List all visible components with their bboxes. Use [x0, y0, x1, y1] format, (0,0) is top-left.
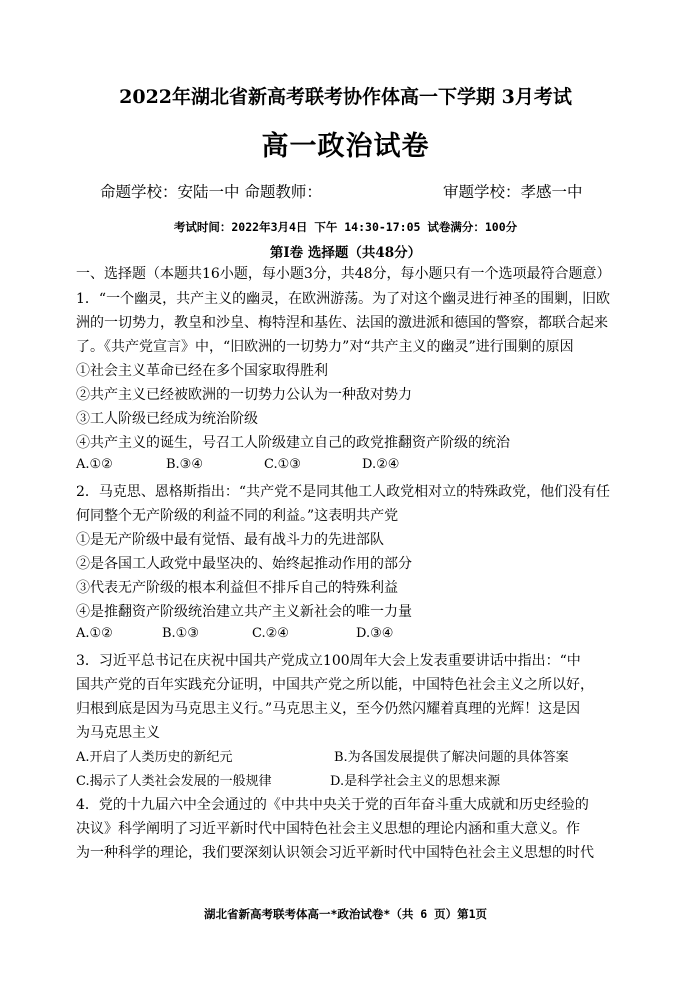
question-3-stem-line-3: 归根到底是因为马克思主义行。”马克思主义，至今仍然闪耀着真理的光辉！这是因: [76, 701, 581, 717]
question-1-option-a: A.①②: [76, 457, 113, 472]
question-3-option-d: D.是科学社会主义的思想来源: [330, 774, 501, 789]
question-1-option-c: C.①③: [264, 457, 301, 472]
question-1-item-3: ③工人阶级已经成为统治阶级: [76, 411, 258, 427]
question-2-item-1: ①是无产阶级中最有觉悟、最有战斗力的先进部队: [76, 532, 384, 548]
question-3-stem-line-2: 国共产党的百年实践充分证明，中国共产党之所以能，中国特色社会主义之所以好，: [76, 677, 594, 693]
question-1-stem-line-3: 了。《共产党宣言》中，“旧欧洲的一切势力”对“共产主义的幽灵”进行围剿的原因: [76, 339, 574, 355]
question-1-item-2: ②共产主义已经被欧洲的一切势力公认为一种敌对势力: [76, 387, 412, 403]
question-4-stem-line-2: 决议》科学阐明了习近平新时代中国特色社会主义思想的理论内涵和重大意义。作: [76, 821, 580, 837]
question-3-stem-line-4: 为马克思主义: [76, 725, 160, 741]
question-3-option-b: B.为各国发展提供了解决问题的具体答案: [334, 750, 569, 765]
question-2-stem-line-1: 2．马克思、恩格斯指出：“共产党不是同其他工人政党相对立的特殊政党，他们没有任: [76, 484, 611, 500]
question-3-option-c: C.揭示了人类社会发展的一般规律: [76, 774, 272, 789]
question-3-option-a: A.开启了人类历史的新纪元: [76, 750, 233, 765]
question-1-option-d: D.②④: [362, 457, 400, 472]
question-1-item-4: ④共产主义的诞生，号召工人阶级建立自己的政党推翻资产阶级的统治: [76, 435, 510, 451]
instructions: 一、选择题（本题共16小题，每小题3分，共48分，每小题只有一个选项最符合题意）: [76, 266, 611, 282]
question-2-stem-line-2: 何同整个无产阶级的利益不同的利益。”这表明共产党: [76, 508, 399, 524]
setter-info: 命题学校：安陆一中 命题教师：: [100, 183, 322, 201]
question-4-stem-line-1: 4．党的十九届六中全会通过的《中共中央关于党的百年奋斗重大成就和历史经验的: [76, 797, 589, 813]
question-2-option-b: B.①③: [162, 626, 199, 641]
question-2-option-c: C.②④: [252, 626, 289, 641]
question-2-item-2: ②是各国工人政党中最坚决的、始终起推动作用的部分: [76, 556, 412, 572]
page-footer: 湖北省新高考联考体高一*政治试卷*（共 6 页）第1页: [203, 907, 488, 921]
exam-time-info: 考试时间：2022年3月4日 下午 14:30-17:05 试卷满分：100分: [173, 220, 518, 234]
question-2-item-4: ④是推翻资产阶级统治建立共产主义新社会的唯一力量: [76, 604, 412, 620]
question-2-option-a: A.①②: [76, 626, 113, 641]
reviewer-info: 审题学校：孝感一中: [443, 183, 583, 201]
question-1-stem-line-1: 1．“一个幽灵，共产主义的幽灵，在欧洲游荡。为了对这个幽灵进行神圣的围剿，旧欧: [76, 291, 611, 307]
question-3-stem-line-1: 3．习近平总书记在庆祝中国共产党成立100周年大会上发表重要讲话中指出：“中: [76, 653, 581, 669]
paper-title: 高一政治试卷: [261, 131, 430, 162]
question-2-option-d: D.③④: [356, 626, 394, 641]
section-heading: 第Ⅰ卷 选择题（共48分）: [269, 245, 422, 261]
question-2-item-3: ③代表无产阶级的根本利益但不排斥自己的特殊利益: [76, 580, 398, 596]
question-4-stem-line-3: 为一种科学的理论，我们要深刻认识领会习近平新时代中国特色社会主义思想的时代: [76, 845, 594, 861]
exam-title: 2022年湖北省新高考联考协作体高一下学期 3月考试: [119, 86, 572, 108]
question-1-option-b: B.③④: [166, 457, 203, 472]
question-1-stem-line-2: 洲的一切势力，教皇和沙皇、梅特涅和基佐、法国的激进派和德国的警察，都联合起来: [76, 315, 608, 331]
question-1-item-1: ①社会主义革命已经在多个国家取得胜利: [76, 363, 328, 379]
